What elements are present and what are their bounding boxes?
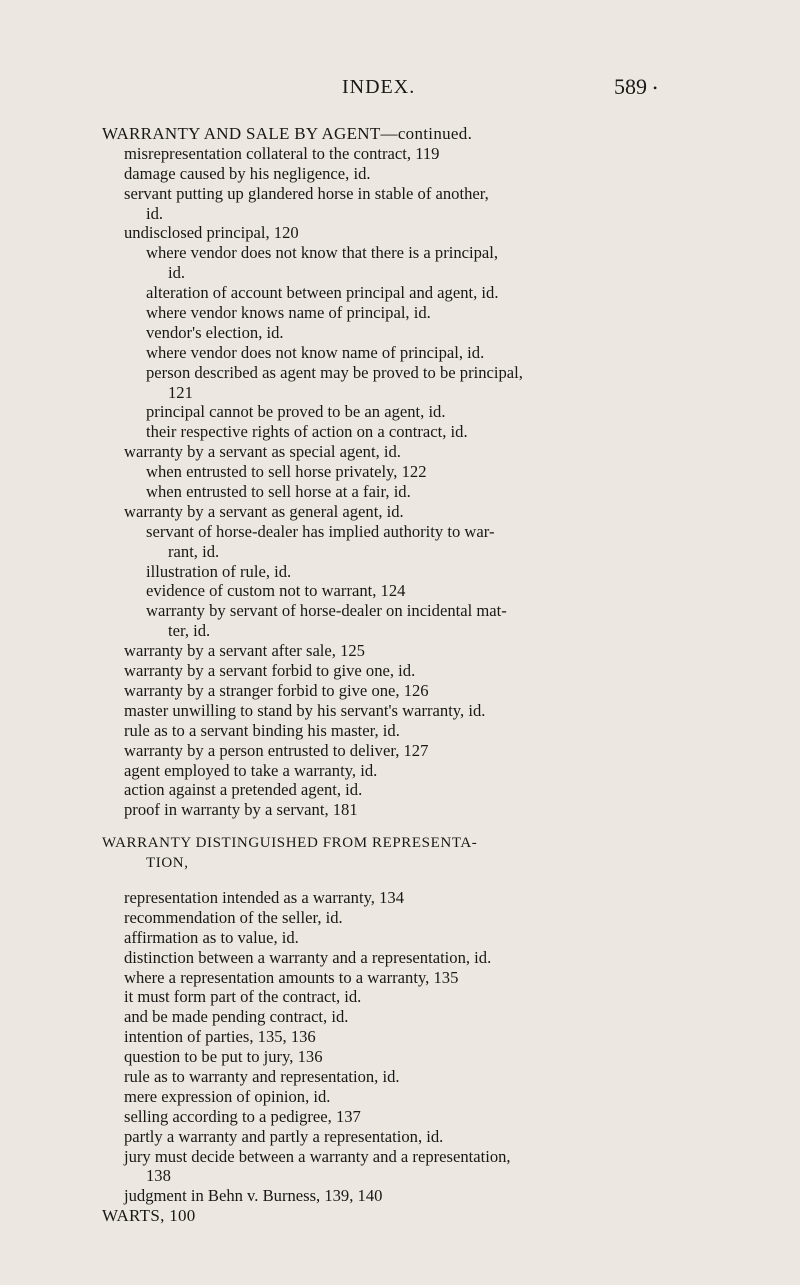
section-spacer xyxy=(102,820,702,834)
index-entry: vendor's election, id. xyxy=(146,322,284,342)
running-head: INDEX. xyxy=(342,76,416,98)
index-entry: warranty by a person entrusted to deliver, 127 xyxy=(124,740,429,760)
index-entry: damage caused by his negligence, id. xyxy=(124,163,371,183)
index-entry: evidence of custom not to warrant, 124 xyxy=(146,581,406,601)
index-entry: principal cannot be proved to be an agent, id. xyxy=(146,402,446,422)
index-entry: action against a pretended agent, id. xyxy=(124,780,363,800)
index-entry: selling according to a pedigree, 137 xyxy=(124,1106,361,1126)
index-heading: WARRANTY DISTINGUISHED FROM REPRESENTA- xyxy=(102,835,478,852)
index-heading: WARTS, 100 xyxy=(102,1206,196,1226)
index-entry: mere expression of opinion, id. xyxy=(124,1086,331,1106)
index-entry: where vendor does not know that there is a principal, xyxy=(146,243,499,263)
index-entry: judgment in Behn v. Burness, 139, 140 xyxy=(124,1186,383,1206)
index-entry: id. xyxy=(146,203,164,223)
index-entry: person described as agent may be proved to be principal, xyxy=(146,362,523,382)
index-entry: warranty by a servant forbid to give one, id. xyxy=(124,661,416,681)
index-entry: when entrusted to sell horse at a fair, id. xyxy=(146,482,411,502)
index-entry: recommendation of the seller, id. xyxy=(124,907,343,927)
index-entry: affirmation as to value, id. xyxy=(124,927,299,947)
index-entries xyxy=(102,124,702,1226)
index-entry: agent employed to take a warranty, id. xyxy=(124,760,378,780)
index-entry: servant of horse-dealer has implied authority to war- xyxy=(146,521,495,541)
index-entry: proof in warranty by a servant, 181 xyxy=(124,800,358,820)
index-entry: rule as to warranty and representation, id. xyxy=(124,1066,400,1086)
index-entry: warranty by a stranger forbid to give one, 126 xyxy=(124,680,429,700)
index-entry: jury must decide between a warranty and a representation, xyxy=(124,1146,511,1166)
index-entry: warranty by servant of horse-dealer on incidental mat- xyxy=(146,601,507,621)
index-entry: undisclosed principal, 120 xyxy=(124,223,299,243)
index-entry: ter, id. xyxy=(168,621,211,641)
index-entry: illustration of rule, id. xyxy=(146,561,292,581)
index-entry: where vendor knows name of principal, id. xyxy=(146,303,431,323)
index-entry: representation intended as a warranty, 134 xyxy=(124,887,404,907)
index-entry: where vendor does not know name of principal, id. xyxy=(146,342,485,362)
index-entry: misrepresentation collateral to the contract, 119 xyxy=(124,143,440,163)
index-entry: when entrusted to sell horse privately, 122 xyxy=(146,462,427,482)
index-entry: intention of parties, 135, 136 xyxy=(124,1027,316,1047)
index-entry: warranty by a servant after sale, 125 xyxy=(124,641,365,661)
index-entry: 138 xyxy=(146,1166,171,1186)
index-entry: rule as to a servant binding his master, id. xyxy=(124,720,400,740)
index-heading: WARRANTY AND SALE BY AGENT—continued. xyxy=(102,124,473,143)
index-entry: warranty by a servant as general agent, id. xyxy=(124,501,404,521)
page-number: 589 • xyxy=(614,74,657,100)
index-entry: rant, id. xyxy=(168,541,220,561)
index-heading: TION, xyxy=(146,855,189,872)
index-entry: their respective rights of action on a contract, id. xyxy=(146,422,468,442)
section-spacer xyxy=(102,874,702,888)
index-entry: it must form part of the contract, id. xyxy=(124,987,362,1007)
index-entry: alteration of account between principal and agent, id. xyxy=(146,283,499,303)
index-entry: and be made pending contract, id. xyxy=(124,1007,349,1027)
index-entry: warranty by a servant as special agent, id. xyxy=(124,442,401,462)
index-entry: servant putting up glandered horse in stable of another, xyxy=(124,183,489,203)
index-entry: master unwilling to stand by his servant's warranty, id. xyxy=(124,700,486,720)
index-entry: distinction between a warranty and a representation, id. xyxy=(124,947,492,967)
index-entry: where a representation amounts to a warranty, 135 xyxy=(124,967,459,987)
index-entry: id. xyxy=(168,263,186,283)
index-entry: partly a warranty and partly a representation, id. xyxy=(124,1126,444,1146)
index-entry: 121 xyxy=(168,382,193,402)
index-entry: question to be put to jury, 136 xyxy=(124,1047,323,1067)
